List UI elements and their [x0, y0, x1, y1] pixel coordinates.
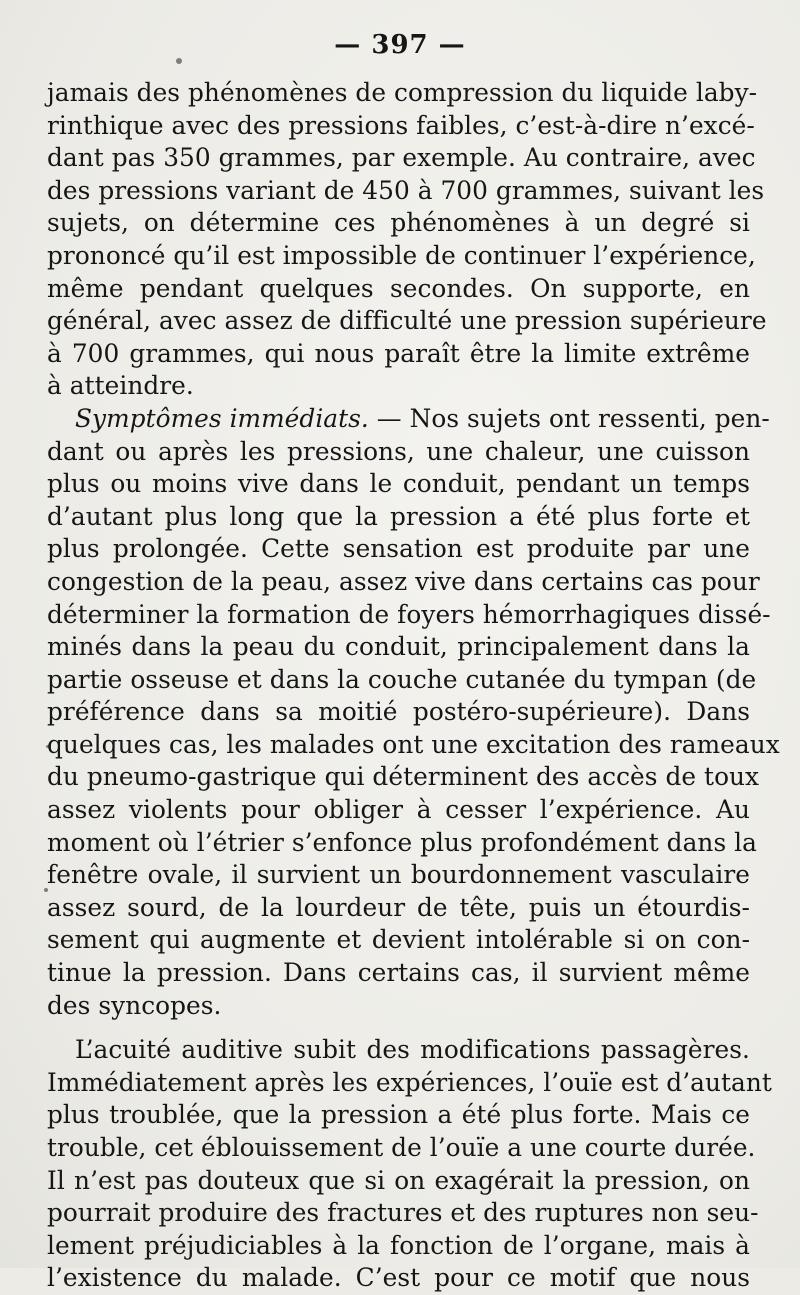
- text-line: du pneumo-gastrique qui déterminent des accès de toux: [47, 762, 760, 792]
- text-line: tinue la pression. Dans certains cas, il survient même: [47, 958, 750, 988]
- text-line: minés dans la peau du conduit, principalement dans la: [47, 632, 750, 662]
- text-line: moment où l’étrier s’enfonce plus profondément dans la: [47, 827, 757, 857]
- text-line: plus prolongée. Cette sensation est produite par une: [47, 534, 750, 564]
- text-line: fenêtre ovale, il survient un bourdonnement vasculaire: [47, 860, 750, 890]
- text-line: dant pas 350 grammes, par exemple. Au contraire, avec: [47, 143, 756, 173]
- text-line: assez sourd, de la lourdeur de tête, puis un étourdis-: [47, 892, 750, 922]
- text-line: des syncopes.: [47, 990, 222, 1020]
- text-line: sement qui augmente et devient intolérable si on con-: [47, 925, 750, 955]
- paragraph-gap: [47, 1022, 750, 1034]
- paragraph-1: [47, 77, 767, 403]
- text-line: plus ou moins vive dans le conduit, pendant un temps: [47, 469, 750, 499]
- paragraph-2: [47, 403, 780, 1022]
- text-line: quelques cas, les malades ont une excitation des rameaux: [47, 729, 780, 759]
- text-line: assez violents pour obliger à cesser l’expérience. Au: [47, 795, 750, 825]
- text-line: trouble, cet éblouissement de l’ouïe a une courte durée.: [47, 1133, 756, 1162]
- text-line: préférence dans sa moitié postéro-supérieure). Dans: [47, 697, 750, 727]
- text-line: partie osseuse et dans la couche cutanée du tympan (de: [47, 664, 757, 694]
- page-number: — 397 —: [334, 30, 466, 60]
- text-line: rinthique avec des pressions faibles, c’est-à-dire n’excé-: [47, 110, 755, 140]
- text-line: sujets, on détermine ces phénomènes à un degré si: [47, 208, 750, 238]
- text-line: à atteindre.: [47, 371, 194, 401]
- text-line: L’acuité auditive subit des modifications passagères.: [75, 1035, 750, 1065]
- text-line: lement préjudiciables à la fonction de l’organe, mais à: [47, 1230, 750, 1260]
- section-heading-italic: Symptômes immédiats.: [75, 403, 369, 433]
- text-line: général, avec assez de difficulté une pression supérieure: [47, 306, 767, 336]
- text-line: Immédiatement après les expériences, l’ouïe est d’autant: [47, 1067, 772, 1097]
- text-line-lead: [47, 403, 770, 436]
- text-line: plus troublée, que la pression a été plus forte. Mais ce: [47, 1100, 750, 1130]
- text-line: même pendant quelques secondes. On supporte, en: [47, 273, 750, 303]
- text-line: pourrait produire des fractures et des ruptures non seu-: [47, 1198, 759, 1228]
- paragraph-3: [47, 1034, 772, 1295]
- text-line: Il n’est pas douteux que si on exagérait la pression, on: [47, 1165, 750, 1195]
- body-text: [47, 77, 780, 1295]
- text-line: l’existence du malade. C’est pour ce motif que nous: [47, 1263, 750, 1293]
- text-line: dant ou après les pressions, une chaleur, une cuisson: [47, 436, 750, 466]
- lead-text: — Nos sujets ont ressenti, pen-: [368, 403, 770, 433]
- text-line: à 700 grammes, qui nous paraît être la limite extrême: [47, 338, 750, 368]
- text-line: des pressions variant de 450 à 700 grammes, suivant les: [47, 175, 765, 205]
- ink-speck: [176, 58, 182, 64]
- text-line: congestion de la peau, assez vive dans certains cas pour: [47, 566, 760, 596]
- text-line: prononcé qu’il est impossible de continuer l’expérience,: [47, 240, 756, 270]
- text-line: d’autant plus long que la pression a été plus forte et: [47, 501, 750, 531]
- text-line: déterminer la formation de foyers hémorrhagiques dissé-: [47, 599, 771, 629]
- text-line: jamais des phénomènes de compression du liquide laby-: [47, 78, 758, 107]
